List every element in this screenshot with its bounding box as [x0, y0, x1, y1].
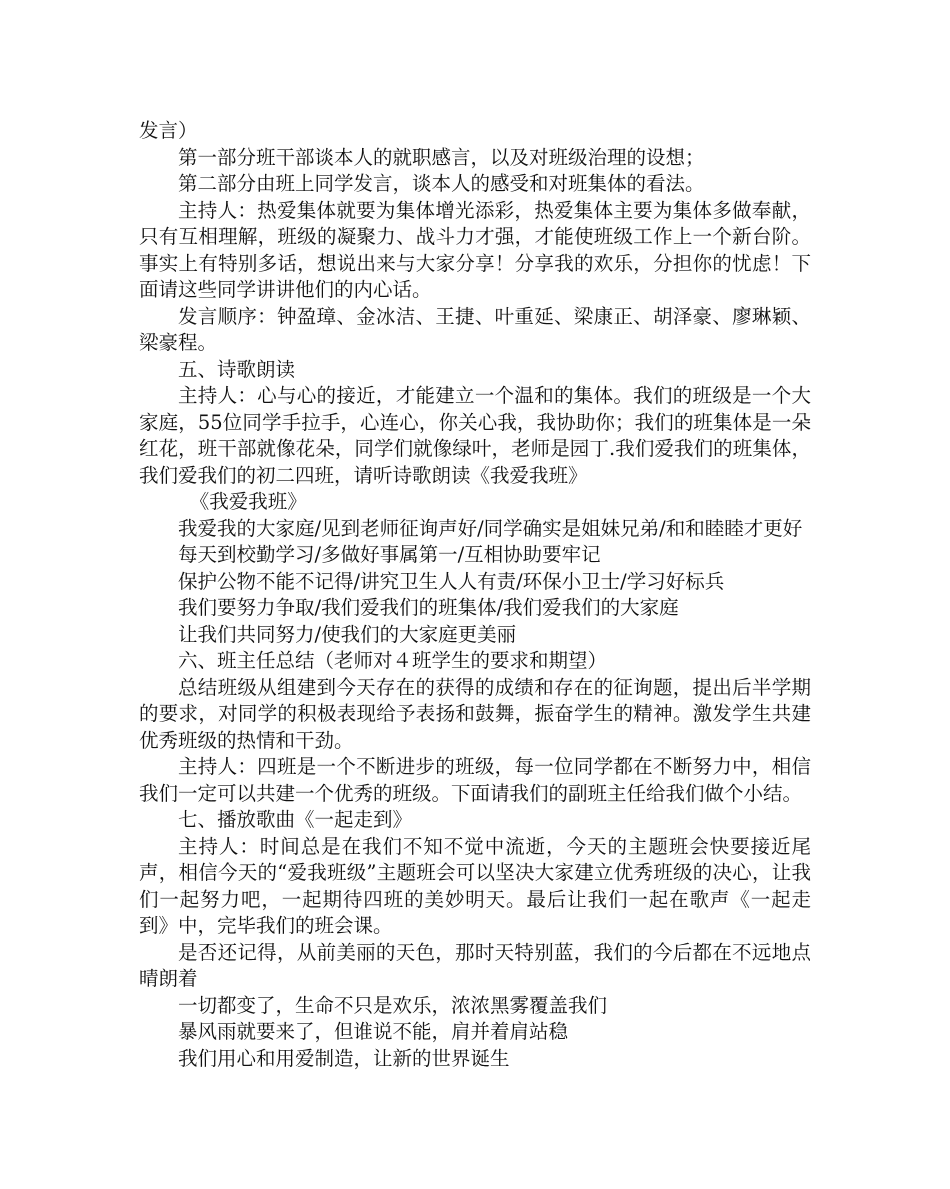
paragraph: 主持人：时间总是在我们不知不觉中流逝，今天的主题班会快要接近尾声，相信今天的“爱我班级”主题班会可以坚决大家建立优秀班级的决心，让我们一起努力吧，一起期待四班的美妙明天。最后让我们一起在歌声《一起走到》中，完毕我们的班会课。 — [139, 834, 811, 937]
document-body — [139, 118, 811, 1072]
lyric-line: 我们用心和用爱制造，让新的世界诞生 — [178, 1046, 510, 1070]
paragraph: 发言） — [139, 119, 198, 142]
poem-line: 我爱我的大家庭/见到老师征询声好/同学确实是姐妹兄弟/和和睦睦才更好 — [178, 516, 803, 540]
lyric-line: 暴风雨就要来了，但谁说不能，肩并着肩站稳 — [178, 1020, 569, 1043]
poem-line: 保护公物不能不记得/讲究卫生人人有责/环保小卫士/学习好标兵 — [178, 569, 725, 593]
paragraph: 主持人：热爱集体就要为集体增光添彩，热爱集体主要为集体多做奉献，只有互相理解，班级的凝聚力、战斗力才强，才能使班级工作上一个新台阶。事实上有特别多话，想说出来与大家分享！分享我的欢乐，分担你的忧虑！下面请这些同学讲讲他们的内心话。 — [139, 198, 811, 301]
lyric-line: 是否还记得，从前美丽的天色，那时天特别蓝，我们的今后都在不远地点晴朗着 — [139, 940, 811, 990]
paragraph: 主持人：四班是一个不断进步的班级，每一位同学都在不断努力中，相信我们一定可以共建一个优秀的班级。下面请我们的副班主任给我们做个小结。 — [139, 755, 811, 805]
paragraph: 主持人：心与心的接近，才能建立一个温和的集体。我们的班级是一个大家庭，55位同学手拉手，心连心，你关心我，我协助你；我们的班集体是一朵红花，班干部就像花朵，同学们就像绿叶，老师是园丁.我们爱我们的班集体，我们爱我们的初二四班，请听诗歌朗读《我爱我班》 — [139, 384, 811, 487]
paragraph: 第一部分班干部谈本人的就职感言，以及对班级治理的设想； — [178, 145, 705, 169]
poem-line: 我们要努力争取/我们爱我们的班集体/我们爱我们的大家庭 — [178, 596, 679, 619]
paragraph: 总结班级从组建到今天存在的获得的成绩和存在的征询题，提出后半学期的要求，对同学的积极表现给予表扬和鼓舞，振奋学生的精神。激发学生共建优秀班级的热情和干劲。 — [139, 675, 811, 752]
paragraph: 发言顺序：钟盈璋、金冰洁、王捷、叶重延、梁康正、胡泽豪、廖琳颖、梁豪程。 — [139, 304, 811, 354]
poem-title: 《我爱我班》 — [189, 490, 307, 513]
section-heading: 七、播放歌曲《一起走到》 — [178, 808, 413, 831]
poem-line: 每天到校勤学习/多做好事属第一/互相协助要牢记 — [178, 543, 601, 566]
section-heading: 五、诗歌朗读 — [178, 357, 296, 381]
section-heading: 六、班主任总结（老师对４班学生的要求和期望） — [178, 649, 608, 672]
poem-line: 让我们共同努力/使我们的大家庭更美丽 — [178, 622, 517, 646]
paragraph: 第二部分由班上同学发言，谈本人的感受和对班集体的看法。 — [178, 172, 705, 195]
lyric-line: 一切都变了，生命不只是欢乐，浓浓黑雾覆盖我们 — [178, 993, 608, 1017]
